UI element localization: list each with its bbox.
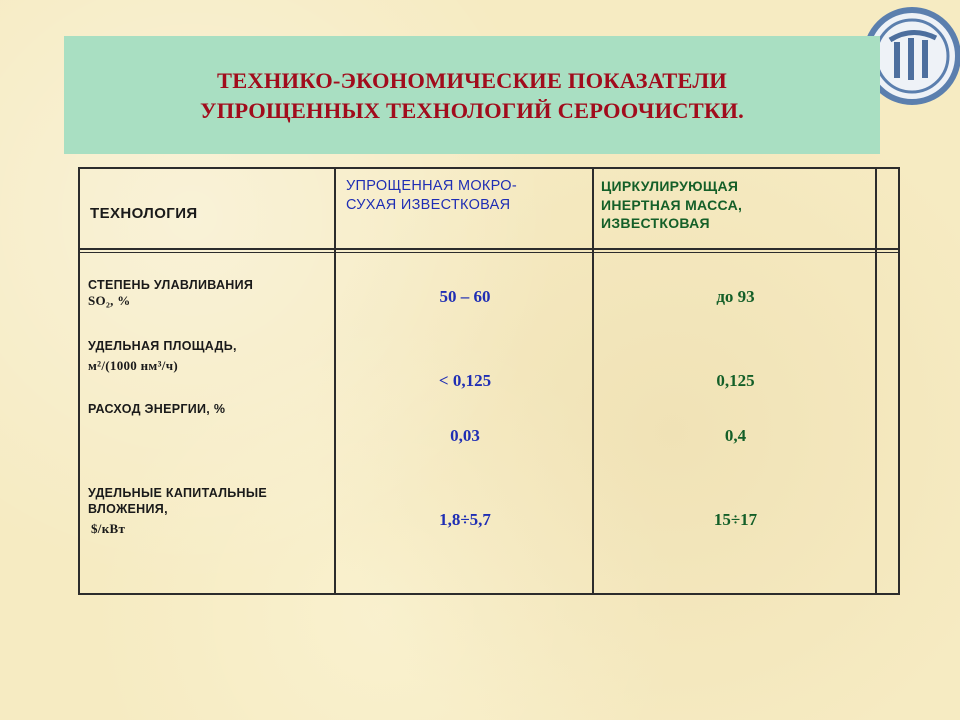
header-technology: ТЕХНОЛОГИЯ	[90, 205, 198, 222]
value-area-col2: 0,125	[716, 371, 755, 390]
header-col1	[346, 177, 586, 215]
header-col1-line-1: УПРОЩЕННАЯ МОКРО-	[346, 178, 518, 194]
row-label-capture	[88, 277, 328, 309]
title-box	[64, 36, 880, 154]
value-capture-col2: до 93	[716, 287, 755, 306]
row-label-energy-text: РАСХОД ЭНЕРГИИ, %	[88, 402, 226, 416]
row-label-energy	[88, 401, 328, 417]
header-col2-line-3: ИЗВЕСТКОВАЯ	[601, 215, 710, 231]
indicators-table	[78, 167, 900, 595]
header-col2	[601, 177, 841, 233]
row-label-capital-text-2: ВЛОЖЕНИЯ,	[88, 502, 168, 516]
row-label-capital	[88, 485, 328, 537]
header-col2-line-2: ИНЕРТНАЯ МАССА,	[601, 196, 743, 213]
header-col1-line-2: СУХАЯ ИЗВЕСТКОВАЯ	[346, 197, 511, 213]
value-area-col1: < 0,125	[438, 371, 492, 390]
header-divider	[78, 248, 900, 250]
row-label-capture-text: СТЕПЕНЬ УЛАВЛИВАНИЯ	[88, 278, 254, 292]
row-label-capital-unit: $/кВт	[91, 521, 126, 536]
value-capital-col2: 15÷17	[713, 510, 758, 529]
row-label-area-text: УДЕЛЬНАЯ ПЛОЩАДЬ,	[88, 339, 237, 353]
value-energy-col1: 0,03	[450, 426, 480, 445]
header-col2-line-1: ЦИРКУЛИРУЮЩАЯ	[601, 178, 739, 194]
row-label-capture-unit: SO₂, %	[88, 293, 131, 308]
value-capital-col1: 1,8÷5,7	[439, 510, 491, 529]
header-divider-2	[78, 252, 900, 253]
row-label-area-unit: м²/(1000 нм³/ч)	[88, 358, 178, 373]
value-capture-col1: 50 – 60	[439, 287, 491, 306]
row-label-capital-text-1: УДЕЛЬНЫЕ КАПИТАЛЬНЫЕ	[88, 486, 268, 500]
slide-title-line-2: УПРОЩЕННЫХ ТЕХНОЛОГИЙ СЕРООЧИСТКИ.	[200, 98, 744, 123]
slide-title-line-1: ТЕХНИКО-ЭКОНОМИЧЕСКИЕ ПОКАЗАТЕЛИ	[216, 68, 728, 93]
row-label-area	[88, 338, 328, 374]
value-energy-col2: 0,4	[724, 426, 747, 445]
